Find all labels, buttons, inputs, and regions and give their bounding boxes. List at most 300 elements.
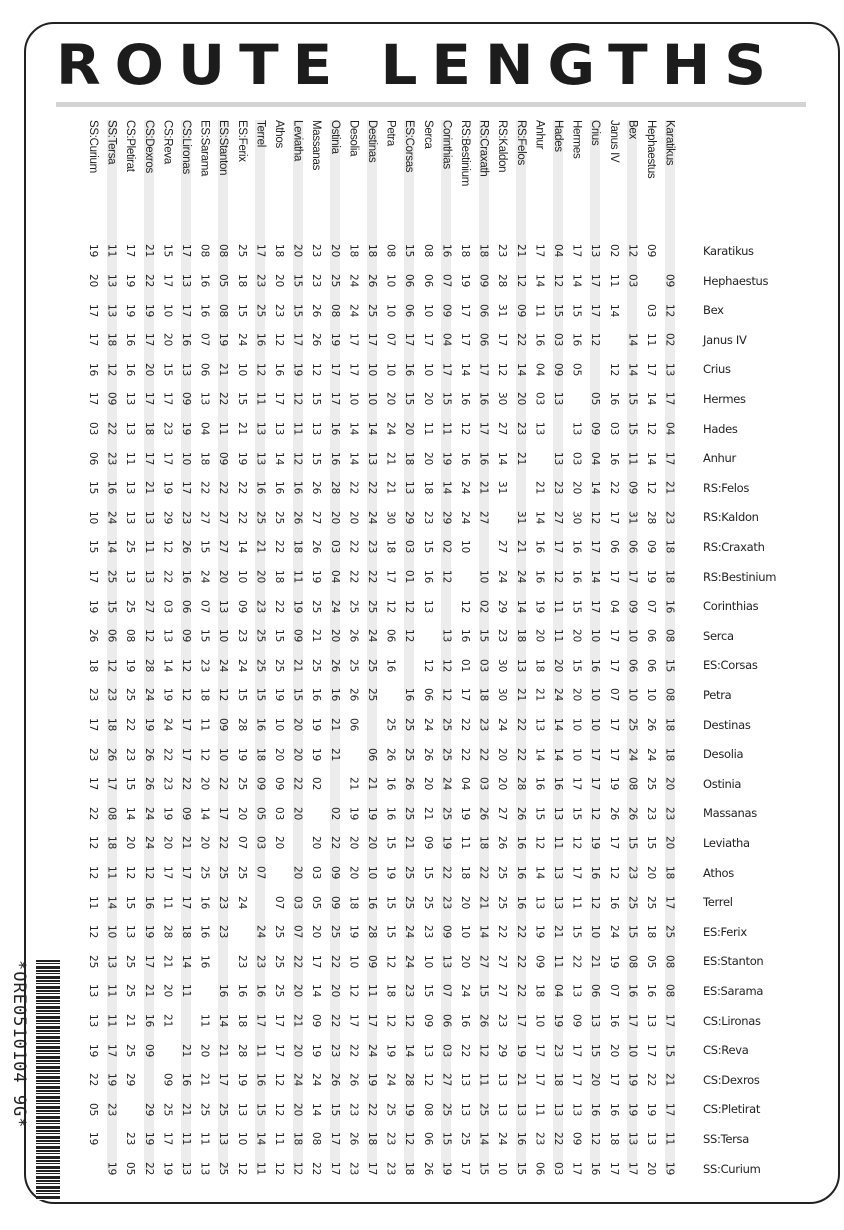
distance-cell: 21 — [477, 481, 490, 495]
distance-cell: 18 — [254, 747, 267, 761]
distance-cell: 17 — [459, 688, 471, 702]
distance-cell: 10 — [589, 717, 602, 732]
distance-cell: 22 — [477, 865, 490, 880]
distance-cell: 15 — [626, 836, 639, 850]
distance-cell: 21 — [180, 1102, 192, 1117]
distance-cell: 13 — [645, 1013, 657, 1028]
distance-cell: 14 — [180, 954, 192, 969]
column-header: RS:Kaldon — [496, 120, 509, 173]
distance-cell: 26 — [477, 806, 490, 821]
distance-cell: 31 — [626, 510, 639, 525]
distance-cell: 08 — [198, 244, 211, 258]
distance-cell: 26 — [421, 747, 434, 761]
row-label: Crius — [703, 362, 731, 377]
distance-cell: 18 — [421, 481, 434, 495]
distance-cell: 25 — [366, 658, 378, 673]
distance-cell: 23 — [440, 895, 453, 909]
distance-cell: 13 — [87, 984, 99, 998]
distance-cell: 15 — [626, 421, 639, 436]
distance-cell: 12 — [607, 362, 620, 377]
distance-cell: 18 — [514, 629, 527, 643]
distance-cell: 21 — [180, 1043, 192, 1057]
distance-cell: 17 — [142, 954, 155, 969]
distance-cell: 27 — [477, 954, 490, 969]
distance-cell: 08 — [217, 303, 230, 317]
distance-cell: 26 — [626, 806, 639, 821]
distance-cell: 16 — [459, 1013, 471, 1028]
distance-cell: 16 — [570, 333, 583, 347]
distance-cell: 17 — [626, 569, 639, 584]
distance-cell: 17 — [217, 1073, 230, 1087]
distance-cell: 16 — [607, 392, 620, 406]
distance-cell: 15 — [235, 688, 248, 702]
distance-cell: 03 — [645, 303, 657, 317]
distance-cell: 06 — [421, 273, 434, 288]
distance-cell: 21 — [589, 954, 602, 969]
distance-cell: 16 — [142, 895, 155, 909]
column-header: Terrel — [254, 120, 267, 147]
column-header: Destinas — [366, 120, 378, 163]
distance-cell: 07 — [235, 836, 248, 850]
distance-cell: 11 — [124, 451, 137, 465]
distance-cell: 25 — [347, 599, 360, 613]
distance-cell: 19 — [124, 273, 137, 288]
distance-cell: 06 — [626, 658, 639, 673]
distance-cell: 12 — [459, 599, 471, 613]
distance-cell: 14 — [366, 421, 378, 436]
column-header: Hermes — [570, 120, 583, 159]
distance-cell: 19 — [161, 1161, 174, 1176]
distance-cell: 27 — [142, 599, 155, 613]
distance-cell: 25 — [217, 865, 230, 880]
distance-cell: 15 — [254, 688, 267, 702]
distance-cell: 21 — [514, 244, 527, 258]
distance-cell: 15 — [198, 629, 211, 643]
distance-cell: 08 — [421, 1102, 434, 1117]
distance-cell: 13 — [105, 954, 118, 969]
distance-cell: 22 — [347, 1043, 360, 1057]
distance-cell: 23 — [552, 1043, 564, 1057]
distance-cell — [644, 270, 658, 292]
row-label: CS:Lironas — [703, 1013, 761, 1028]
barcode — [0, 960, 62, 1200]
distance-cell: 12 — [459, 421, 471, 436]
distance-cell: 20 — [421, 777, 434, 791]
distance-cell: 25 — [273, 954, 285, 969]
distance-cell: 25 — [440, 806, 453, 821]
distance-cell: 15 — [310, 392, 323, 406]
distance-cell: 24 — [310, 1073, 323, 1087]
distance-cell: 15 — [421, 540, 434, 554]
distance-cell: 16 — [254, 984, 267, 998]
distance-cell: 15 — [124, 895, 137, 909]
distance-cell: 16 — [198, 954, 211, 969]
distance-cell: 26 — [180, 540, 192, 554]
distance-cell: 17 — [87, 569, 99, 584]
distance-cell: 08 — [663, 954, 676, 969]
distance-cell: 19 — [235, 1073, 248, 1087]
distance-cell: 18 — [533, 984, 546, 998]
distance-cell: 12 — [589, 895, 602, 909]
distance-cell: 07 — [384, 333, 397, 347]
distance-cell: 17 — [570, 1043, 583, 1057]
distance-cell: 25 — [403, 895, 416, 909]
distance-cell: 11 — [552, 599, 564, 613]
column-header: SS:Curium — [87, 120, 99, 173]
distance-cell: 19 — [533, 925, 546, 939]
distance-cell: 04 — [459, 777, 471, 791]
distance-cell: 17 — [87, 333, 99, 347]
distance-cell: 25 — [254, 510, 267, 525]
distance-cell: 13 — [626, 1132, 639, 1146]
distance-cell: 23 — [384, 1161, 397, 1176]
distance-cell: 24 — [235, 658, 248, 673]
distance-cell: 13 — [459, 1102, 471, 1117]
distance-cell: 10 — [589, 629, 602, 643]
distance-cell: 22 — [124, 717, 137, 732]
distance-cell: 09 — [440, 925, 453, 939]
distance-cell: 20 — [291, 717, 304, 732]
distance-cell: 13 — [366, 451, 378, 465]
distance-cell — [439, 595, 453, 617]
distance-cell: 25 — [645, 895, 657, 909]
distance-cell: 16 — [384, 777, 397, 791]
distance-cell: 13 — [254, 421, 267, 436]
distance-cell: 19 — [626, 1102, 639, 1117]
distance-cell: 10 — [421, 362, 434, 377]
distance-cell: 24 — [198, 569, 211, 584]
distance-cell: 07 — [198, 333, 211, 347]
distance-cell: 19 — [124, 303, 137, 317]
distance-cell: 17 — [570, 244, 583, 258]
distance-cell: 24 — [552, 688, 564, 702]
column-header: Bex — [626, 120, 639, 139]
distance-cell: 31 — [496, 481, 509, 495]
distance-cell: 15 — [161, 244, 174, 258]
distance-cell: 25 — [254, 658, 267, 673]
row-label: RS:Craxath — [703, 540, 765, 554]
distance-cell: 12 — [645, 481, 657, 495]
distance-cell: 09 — [477, 273, 490, 288]
distance-cell: 21 — [217, 1043, 230, 1057]
distance-cell: 19 — [87, 1132, 99, 1146]
distance-cell: 30 — [384, 510, 397, 525]
distance-cell: 21 — [533, 481, 546, 495]
distance-cell: 19 — [366, 1073, 378, 1087]
distance-cell: 23 — [161, 777, 174, 791]
distance-cell: 02 — [310, 777, 323, 791]
row-label: Karatikus — [703, 244, 754, 258]
distance-cell: 22 — [328, 1013, 341, 1028]
distance-cell: 14 — [347, 451, 360, 465]
column-header: Crius — [589, 120, 602, 146]
column-header: ES:Sarama — [198, 120, 211, 177]
distance-cell: 30 — [496, 658, 509, 673]
distance-cell: 10 — [235, 1132, 248, 1146]
distance-cell: 16 — [254, 333, 267, 347]
distance-cell: 05 — [254, 806, 267, 821]
distance-cell — [160, 1039, 174, 1061]
distance-cell: 20 — [421, 451, 434, 465]
distance-cell: 25 — [384, 717, 397, 732]
distance-cell: 19 — [87, 1043, 99, 1057]
distance-cell: 25 — [310, 599, 323, 613]
distance-cell: 17 — [161, 451, 174, 465]
distance-cell: 16 — [533, 333, 546, 347]
distance-cell: 23 — [180, 510, 192, 525]
distance-cell: 11 — [459, 836, 471, 850]
distance-cell — [588, 358, 602, 380]
distance-cell: 25 — [328, 273, 341, 288]
distance-cell: 17 — [459, 333, 471, 347]
distance-cell: 15 — [589, 1043, 602, 1057]
distance-cell: 23 — [496, 1013, 509, 1028]
distance-cell: 16 — [477, 451, 490, 465]
distance-cell: 17 — [310, 954, 323, 969]
distance-cell: 06 — [403, 303, 416, 317]
distance-cell: 26 — [421, 1161, 434, 1176]
distance-cell: 14 — [403, 1043, 416, 1057]
distance-cell: 26 — [310, 333, 323, 347]
distance-cell: 12 — [384, 599, 397, 613]
distance-cell: 03 — [552, 1161, 564, 1176]
distance-cell: 20 — [291, 1102, 304, 1117]
distance-cell: 10 — [626, 629, 639, 643]
distance-cell: 17 — [87, 717, 99, 732]
distance-cell: 17 — [607, 836, 620, 850]
distance-cell: 14 — [552, 747, 564, 761]
distance-cell: 20 — [142, 362, 155, 377]
distance-cell: 17 — [496, 333, 509, 347]
distance-cell: 19 — [514, 1043, 527, 1057]
distance-cell: 26 — [310, 481, 323, 495]
distance-cell: 17 — [328, 1161, 341, 1176]
distance-cell: 17 — [384, 569, 397, 584]
distance-cell: 16 — [254, 717, 267, 732]
distance-cell: 21 — [477, 895, 490, 909]
distance-cell: 02 — [477, 599, 490, 613]
distance-cell: 22 — [570, 954, 583, 969]
distance-cell: 16 — [626, 984, 639, 998]
distance-cell: 20 — [347, 865, 360, 880]
distance-cell: 17 — [626, 1013, 639, 1028]
distance-cell: 11 — [254, 392, 267, 406]
column-header: Hephaestus — [645, 120, 657, 179]
distance-cell: 11 — [198, 1132, 211, 1146]
distance-cell: 22 — [514, 954, 527, 969]
distance-cell — [458, 566, 472, 588]
distance-cell: 16 — [589, 1102, 602, 1117]
distance-cell — [607, 329, 621, 351]
distance-cell: 15 — [477, 984, 490, 998]
distance-cell: 16 — [384, 806, 397, 821]
distance-cell: 11 — [552, 629, 564, 643]
distance-cell: 25 — [626, 717, 639, 732]
distance-cell: 17 — [180, 865, 192, 880]
row-label: Hermes — [703, 392, 746, 406]
distance-cell: 27 — [310, 510, 323, 525]
distance-cell: 28 — [496, 273, 509, 288]
distance-cell: 20 — [645, 865, 657, 880]
distance-cell: 08 — [310, 1132, 323, 1146]
distance-cell: 22 — [105, 421, 118, 436]
distance-cell: 21 — [384, 451, 397, 465]
distance-cell: 22 — [198, 481, 211, 495]
distance-cell: 25 — [366, 303, 378, 317]
distance-cell: 19 — [645, 1102, 657, 1117]
distance-cell: 20 — [421, 392, 434, 406]
distance-cell: 25 — [235, 865, 248, 880]
distance-cell: 10 — [161, 303, 174, 317]
distance-cell: 21 — [142, 984, 155, 998]
distance-cell: 13 — [496, 1102, 509, 1117]
distance-cell: 21 — [291, 658, 304, 673]
distance-cell: 25 — [403, 747, 416, 761]
distance-cell: 12 — [589, 333, 602, 347]
distance-cell: 12 — [589, 806, 602, 821]
distance-cell: 13 — [552, 806, 564, 821]
distance-cell: 29 — [496, 599, 509, 613]
distance-cell: 21 — [161, 1013, 174, 1028]
distance-cell: 24 — [384, 421, 397, 436]
distance-cell: 11 — [180, 1132, 192, 1146]
distance-cell: 24 — [291, 1073, 304, 1087]
distance-cell: 25 — [403, 865, 416, 880]
distance-cell: 20 — [570, 629, 583, 643]
distance-cell: 19 — [235, 451, 248, 465]
distance-cell: 23 — [87, 688, 99, 702]
distance-cell: 23 — [254, 599, 267, 613]
row-label: Petra — [703, 688, 732, 702]
distance-cell: 21 — [217, 362, 230, 377]
distance-cell: 12 — [105, 658, 118, 673]
distance-cell: 24 — [459, 984, 471, 998]
distance-cell: 17 — [254, 244, 267, 258]
distance-cell: 18 — [105, 717, 118, 732]
distance-cell: 07 — [440, 273, 453, 288]
distance-cell: 24 — [217, 658, 230, 673]
distance-cell: 27 — [198, 510, 211, 525]
distance-cell: 15 — [161, 362, 174, 377]
distance-cell: 30 — [496, 392, 509, 406]
distance-cell: 15 — [328, 1102, 341, 1117]
distance-cell: 12 — [273, 1161, 285, 1176]
distance-cell: 08 — [217, 244, 230, 258]
distance-cell: 16 — [533, 777, 546, 791]
distance-cell: 15 — [477, 629, 490, 643]
distance-cell: 17 — [663, 451, 676, 465]
row-label: RS:Bestinium — [703, 569, 777, 584]
distance-cell: 19 — [384, 865, 397, 880]
distance-cell: 22 — [552, 1132, 564, 1146]
distance-cell: 16 — [217, 984, 230, 998]
distance-cell: 29 — [161, 510, 174, 525]
distance-cell: 21 — [142, 481, 155, 495]
distance-cell: 14 — [235, 540, 248, 554]
distance-cell: 22 — [161, 569, 174, 584]
distance-cell: 22 — [273, 540, 285, 554]
distance-cell: 10 — [366, 362, 378, 377]
column-header: Janus IV — [607, 120, 620, 163]
distance-cell: 29 — [440, 510, 453, 525]
distance-cell: 14 — [310, 984, 323, 998]
distance-cell: 18 — [291, 1132, 304, 1146]
distance-cell: 17 — [589, 777, 602, 791]
distance-cell: 20 — [161, 333, 174, 347]
distance-cell: 16 — [366, 895, 378, 909]
distance-cell — [328, 773, 342, 795]
distance-cell: 17 — [142, 392, 155, 406]
distance-cell: 06 — [198, 362, 211, 377]
distance-cell: 12 — [273, 1102, 285, 1117]
distance-cell: 23 — [217, 925, 230, 939]
row-label: Bex — [703, 303, 724, 318]
distance-cell: 15 — [235, 303, 248, 317]
distance-cell: 15 — [291, 688, 304, 702]
distance-cell: 26 — [403, 777, 416, 791]
distance-cell: 27 — [217, 540, 230, 554]
distance-cell: 10 — [421, 303, 434, 317]
distance-cell: 25 — [273, 984, 285, 998]
distance-cell: 07 — [254, 865, 267, 880]
row-label: ES:Stanton — [703, 954, 764, 969]
distance-cell — [421, 625, 435, 647]
distance-cell: 14 — [496, 451, 509, 465]
distance-cell: 12 — [180, 688, 192, 702]
distance-cell: 12 — [87, 925, 99, 939]
distance-cell: 19 — [663, 1161, 676, 1176]
row-label: Anhur — [703, 451, 736, 466]
distance-cell: 15 — [384, 895, 397, 909]
distance-cell: 25 — [124, 540, 137, 554]
distance-cell: 21 — [328, 747, 341, 761]
distance-cell: 13 — [552, 865, 564, 880]
distance-cell: 25 — [273, 925, 285, 939]
distance-cell: 25 — [626, 895, 639, 909]
distance-cell: 17 — [663, 1102, 676, 1117]
distance-cell: 10 — [626, 1043, 639, 1057]
distance-cell: 17 — [477, 421, 490, 436]
distance-cell: 11 — [105, 1013, 118, 1028]
distance-cell: 17 — [645, 1043, 657, 1057]
distance-cell: 21 — [142, 244, 155, 258]
distance-cell: 06 — [366, 747, 378, 761]
distance-cell: 15 — [552, 303, 564, 317]
row-label: SS:Curium — [703, 1161, 761, 1176]
distance-cell: 17 — [347, 362, 360, 377]
distance-cell: 10 — [366, 392, 378, 406]
distance-cell: 25 — [421, 895, 434, 909]
distance-cell: 12 — [607, 865, 620, 880]
distance-cell: 14 — [347, 421, 360, 436]
distance-cell: 20 — [459, 954, 471, 969]
distance-cell: 24 — [142, 836, 155, 850]
distance-cell: 06 — [477, 333, 490, 347]
distance-cell: 13 — [589, 244, 602, 258]
distance-cell: 23 — [645, 806, 657, 821]
distance-cell: 26 — [347, 688, 360, 702]
distance-cell: 12 — [161, 540, 174, 554]
row-label: Serca — [703, 628, 734, 643]
distance-cell: 09 — [217, 717, 230, 732]
distance-cell: 22 — [142, 273, 155, 288]
distance-cell: 15 — [440, 1132, 453, 1146]
distance-cell: 22 — [347, 569, 360, 584]
distance-cell: 11 — [645, 333, 657, 347]
distance-cell: 25 — [477, 1102, 490, 1117]
distance-cell — [384, 684, 398, 706]
distance-cell: 14 — [124, 806, 137, 821]
